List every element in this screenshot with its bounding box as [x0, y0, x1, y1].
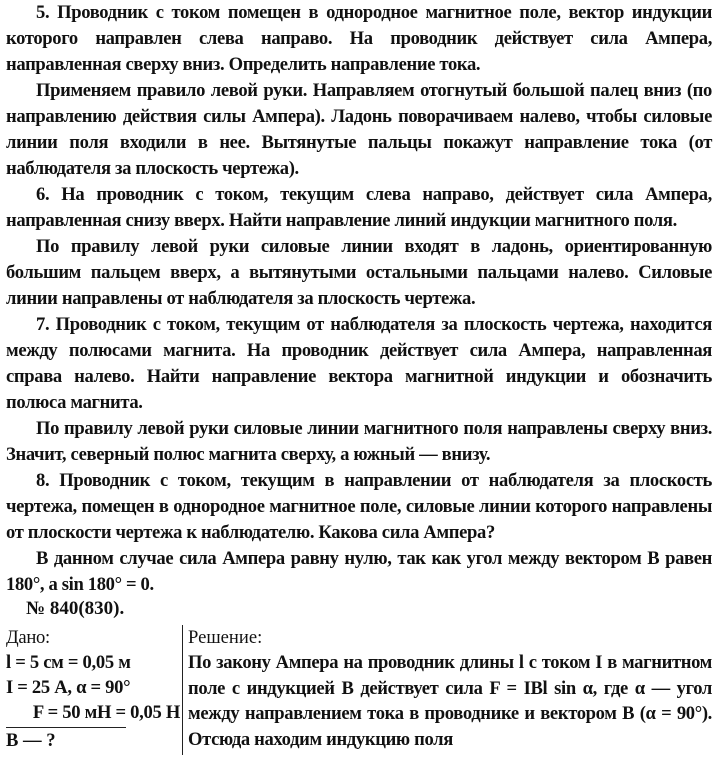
paragraph-problem-7: 7. Проводник с током, текущим от наблюдателя за плоскость чертежа, находится между полюсами магнита. На проводник действует сила Ампера, направленная справа налево. Найти направление вектора магнитной индукции и обозначить полюса магнита. [6, 314, 712, 413]
paragraph-solution-8: В данном случае сила Ампера равну нулю, так как угол между вектором B равен 180°, a sin 180° = 0. [6, 548, 712, 595]
paragraph-problem-5: 5. Проводник с током помещен в однородное магнитное поле, вектор индукции которого направлен слева направо. На проводник действует сила Ампера, направленная сверху вниз. Определить направление тока. [6, 2, 712, 75]
given-title: Дано: [6, 627, 50, 648]
problem-number: № 840(830). [26, 598, 125, 619]
solution-column [188, 625, 712, 752]
paragraph-problem-8: 8. Проводник с током, текущим в направлении от наблюдателя за плоскость чертежа, помещен в однородное магнитное поле, силовые линии которого направлены от плоскости чертежа к наблюдателю. Какова сила Ампера? [6, 470, 712, 543]
find-quantity: B — ? [6, 727, 126, 753]
solution-title: Решение: [188, 627, 263, 648]
solution-text: По закону Ампера на проводник длины l с током I в магнитном поле с индукцией B действует сила F = IBl sin α, где α — угол между направлением тока в проводнике и вектором B (α = 90°). Отсюда находим индукцию поля [188, 652, 712, 750]
given-item-current: I = 25 А, α = 90° [6, 677, 131, 698]
given-column [6, 625, 183, 755]
text-block [6, 0, 712, 598]
given-item-force: F = 50 мН = 0,05 Н [32, 702, 180, 723]
given-item-length: l = 5 см = 0,05 м [6, 652, 131, 673]
paragraph-solution-6: По правилу левой руки силовые линии входят в ладонь, ориентированную большим пальцем вверх, а вытянутыми остальными пальцами налево. Силовые линии направлены от наблюдателя за плоскость чертежа. [6, 236, 712, 309]
paragraph-problem-6: 6. На проводник с током, текущим слева направо, действует сила Ампера, направленная снизу вверх. Найти направление линий индукции магнитного поля. [6, 184, 712, 231]
paragraph-solution-5: Применяем правило левой руки. Направляем отогнутый большой палец вниз (по направлению действия силы Ампера). Ладонь поворачиваем налево, чтобы силовые линии поля входили в нее. Вытянутые пальцы покажут направление тока (от наблюдателя за плоскость чертежа). [6, 80, 712, 179]
paragraph-solution-7: По правилу левой руки силовые линии магнитного поля направлены сверху вниз. Значит, северный полюс магнита сверху, а южный — внизу. [6, 418, 712, 465]
